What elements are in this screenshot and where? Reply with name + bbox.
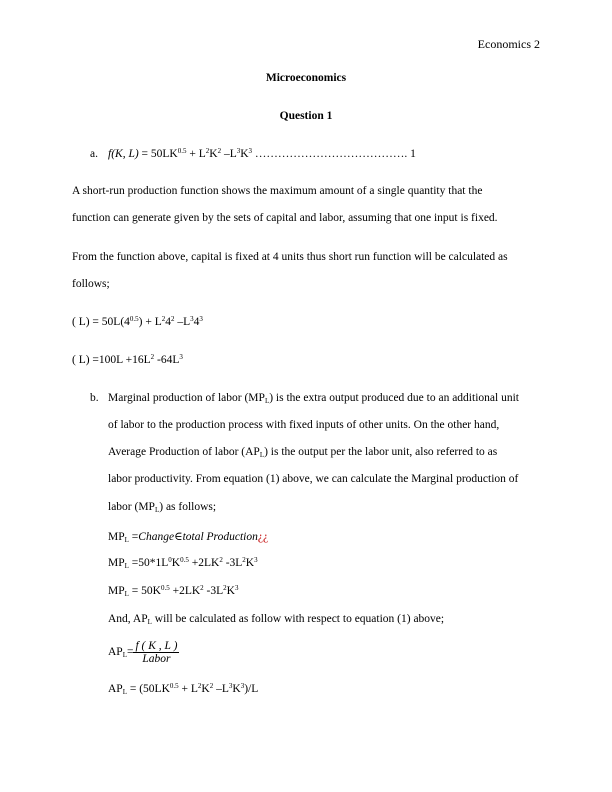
mp-equation-1 bbox=[108, 529, 268, 543]
eq-term: MP bbox=[108, 531, 125, 543]
eq-term: K bbox=[209, 148, 218, 160]
running-head: Economics 2 bbox=[477, 37, 540, 51]
eq-term: 4 bbox=[193, 316, 200, 328]
mp-equation-3 bbox=[108, 585, 238, 597]
eq-term: ( L) =100L +16L bbox=[72, 354, 151, 366]
eq-term: -3L bbox=[222, 557, 243, 569]
eq-exp: 3 bbox=[190, 315, 194, 323]
eq-term: –L bbox=[221, 148, 237, 160]
leader-dots: …………………………………. bbox=[252, 148, 408, 160]
eq-exp: 2 bbox=[219, 556, 223, 564]
subscript: L bbox=[259, 451, 265, 459]
item-b-line5 bbox=[108, 501, 216, 513]
eq-exp: 2 bbox=[200, 584, 204, 592]
eq-term: -3L bbox=[203, 585, 224, 597]
eq-term: K bbox=[240, 148, 249, 160]
subscript: L bbox=[122, 651, 127, 660]
text-run: labor (MP bbox=[108, 501, 155, 513]
eq-exp: 2 bbox=[161, 315, 166, 323]
text-run: ) is the extra output produced due to an additional unit bbox=[269, 392, 519, 404]
text-run: ) is the output per the labor unit, also referred to as bbox=[264, 446, 498, 458]
subscript: L bbox=[154, 506, 160, 514]
mp-equation-2 bbox=[108, 557, 258, 569]
ap-equation-1 bbox=[108, 640, 179, 665]
broken-glyphs: ¿¿ bbox=[257, 531, 269, 543]
eq-term: = 50LK bbox=[138, 148, 178, 160]
eq-exp: 2 bbox=[242, 556, 246, 564]
eq-term: K bbox=[245, 557, 255, 569]
item-b-line1 bbox=[108, 392, 519, 404]
item-b-marker: b. bbox=[90, 392, 99, 404]
eq-term: )/L bbox=[244, 683, 259, 695]
eq-exp: 0.5 bbox=[180, 556, 189, 564]
eq-exp: 3 bbox=[236, 147, 241, 155]
item-a-marker: a. bbox=[90, 148, 98, 160]
eq-exp: 0.5 bbox=[160, 584, 170, 592]
fraction bbox=[133, 640, 179, 665]
eq-exp: 2 bbox=[209, 682, 214, 690]
item-b-line2: of labor to the production process with fixed inputs of other units. On the other hand, bbox=[108, 419, 500, 431]
subscript: L bbox=[124, 562, 129, 570]
eq-term: ) + L bbox=[138, 316, 162, 328]
eq-term: +2LK bbox=[188, 557, 220, 569]
fraction-numerator: f ( K , L ) bbox=[135, 640, 178, 652]
equation-number: 1 bbox=[407, 148, 416, 160]
eq-term: ( L) = 50L(4 bbox=[72, 316, 130, 328]
text-run: ) as follows; bbox=[159, 501, 217, 513]
eq-term: = 50K bbox=[128, 585, 161, 597]
eq-term: MP bbox=[108, 585, 125, 597]
eq-term: -64L bbox=[154, 354, 180, 366]
text-run: Marginal production of labor (MP bbox=[108, 392, 265, 404]
eq-exp: 0.5 bbox=[129, 315, 139, 323]
eq-term: + L bbox=[178, 683, 198, 695]
eq-term: +2LK bbox=[169, 585, 201, 597]
subscript: L bbox=[124, 590, 129, 598]
eq-exp: 3 bbox=[228, 682, 233, 690]
text-run: And, AP bbox=[108, 613, 148, 625]
eq-exp: 3 bbox=[240, 682, 245, 690]
eq-term: AP bbox=[108, 683, 123, 695]
eq-exp: 2 bbox=[223, 584, 227, 592]
eq-exp: 2 bbox=[197, 682, 202, 690]
ap-equation-2 bbox=[108, 683, 258, 695]
para2-line1: From the function above, capital is fixed at 4 units thus short run function will be calculated as bbox=[72, 251, 508, 263]
short-run-equation-2 bbox=[72, 354, 183, 366]
eq-term: K bbox=[171, 557, 181, 569]
subscript: L bbox=[264, 397, 270, 405]
para1-line1: A short-run production function shows the maximum amount of a single quantity that the bbox=[72, 185, 483, 197]
item-b-line3 bbox=[108, 446, 497, 458]
eq-exp: 2 bbox=[171, 315, 175, 323]
question-title: Question 1 bbox=[279, 110, 333, 122]
eq-term: MP bbox=[108, 557, 125, 569]
eq-exp: 2 bbox=[217, 147, 222, 155]
function-symbol: f(K, L) bbox=[108, 148, 139, 160]
eq-term: =50*1L bbox=[128, 557, 169, 569]
text-run: will be calculated as follow with respect to equation (1) above; bbox=[151, 613, 445, 625]
item-b-line4: labor productivity. From equation (1) above, we can calculate the Marginal production of bbox=[108, 473, 519, 485]
eq-exp: 3 bbox=[248, 147, 253, 155]
eq-term: + L bbox=[186, 148, 206, 160]
eq-term: = (50LK bbox=[126, 683, 170, 695]
eq-exp: 0.5 bbox=[177, 147, 187, 155]
subscript: L bbox=[147, 618, 152, 626]
eq-term: 4 bbox=[165, 316, 171, 328]
eq-term: = bbox=[126, 646, 134, 659]
equation-1 bbox=[108, 148, 416, 160]
para2-line2: follows; bbox=[72, 278, 110, 290]
fraction-denominator: Labor bbox=[142, 653, 171, 665]
eq-exp: 3 bbox=[234, 584, 239, 592]
eq-term: K bbox=[201, 683, 210, 695]
subscript: L bbox=[122, 688, 127, 696]
text-run: Average Production of labor (AP bbox=[108, 446, 260, 458]
eq-term: Change∈total Production bbox=[138, 531, 258, 543]
para1-line2: function can generate given by the sets of capital and labor, assuming that one input is fixed. bbox=[72, 212, 498, 224]
eq-exp: 2 bbox=[205, 147, 210, 155]
eq-term: –L bbox=[213, 683, 229, 695]
eq-term: = bbox=[128, 531, 139, 543]
eq-exp: 0.5 bbox=[169, 682, 179, 690]
eq-term: –L bbox=[174, 316, 191, 328]
eq-exp: 3 bbox=[179, 353, 183, 361]
subscript: L bbox=[124, 536, 129, 544]
main-title: Microeconomics bbox=[265, 72, 347, 84]
ap-intro bbox=[108, 613, 444, 625]
eq-term: AP bbox=[108, 646, 123, 659]
eq-exp: 2 bbox=[150, 353, 155, 361]
eq-term: K bbox=[232, 683, 241, 695]
eq-exp: 0 bbox=[168, 556, 172, 564]
short-run-equation-1 bbox=[72, 316, 203, 328]
eq-term: K bbox=[226, 585, 235, 597]
eq-exp: 3 bbox=[254, 556, 258, 564]
eq-exp: 3 bbox=[199, 315, 203, 323]
